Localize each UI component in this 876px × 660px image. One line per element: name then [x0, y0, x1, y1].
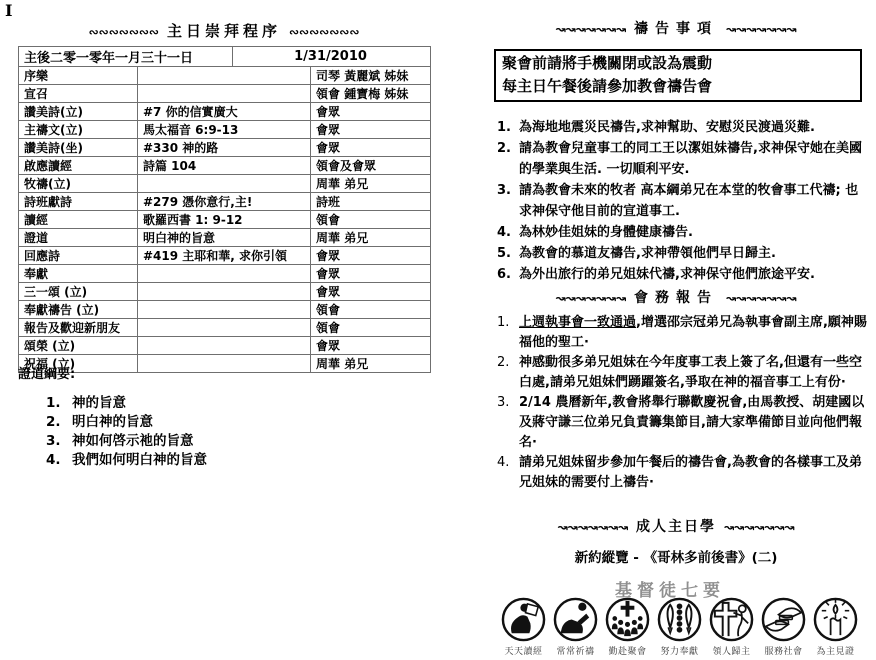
icon-caption: 勤赴聚會 [608, 647, 647, 657]
congregation-cross-icon [604, 596, 651, 643]
plain-text: 神感動很多弟兄姐妹在今年度事工表上簽了名,但還有一些空白處,請弟兄姐妹們踴躍簽名,爭取在神的福音事工上有份· [519, 355, 862, 390]
list-number: 4. [46, 452, 61, 468]
order-content [138, 355, 311, 373]
plain-text: 請弟兄姐妹留步參加午餐后的禱告會,為教會的各樣事工及弟兄姐妹的需要付上禱告· [519, 455, 862, 490]
order-who: 周華 弟兄 [311, 229, 431, 247]
list-item [497, 353, 873, 393]
order-item: 三一頌 (立) [19, 283, 138, 301]
list-item [497, 453, 873, 493]
ornament-left-icon: ↝↝↝↝↝↝↝ [557, 520, 628, 534]
ornament-left-icon: ∾∾∾∾∾∾∾ [88, 25, 159, 39]
date-chinese: 主後二零一零年一月三十一日 [19, 47, 233, 67]
order-who: 會眾 [311, 139, 431, 157]
order-item: 祝福 (立) [19, 355, 138, 373]
list-number: 3. [497, 183, 511, 198]
icon-caption: 領人歸主 [712, 647, 751, 657]
order-item: 奉獻 [19, 265, 138, 283]
seven-essentials-title: 基督徒七要 [615, 581, 725, 601]
list-number: 4. [497, 225, 511, 240]
table-row [19, 157, 431, 175]
icon-caption: 服務社會 [764, 647, 803, 657]
prayer-items-header [480, 18, 872, 38]
list-item [46, 432, 406, 451]
worship-order-title: 主日崇拜程序 [166, 22, 281, 40]
list-item [497, 138, 871, 180]
order-who: 領會 [311, 301, 431, 319]
icon-caption: 常常祈禱 [556, 647, 595, 657]
list-text: 我們如何明白神的旨意 [72, 452, 207, 468]
table-row [19, 121, 431, 139]
table-row [19, 319, 431, 337]
order-content [138, 85, 311, 103]
order-who: 領會 鍾寶梅 姊妹 [311, 85, 431, 103]
list-number: 1. [497, 120, 511, 135]
table-row [19, 85, 431, 103]
plain-text: ,增選邵宗冠弟兄為執事會副主席,願神賜福他的聖工· [519, 315, 867, 350]
order-item: 回應詩 [19, 247, 138, 265]
notice-line: 每主日午餐後請參加教會禱告會 [502, 77, 713, 95]
list-text: 為林妙佳姐妹的身體健康禱告. [519, 225, 693, 240]
order-content: #330 神的路 [138, 139, 311, 157]
table-row [19, 283, 431, 301]
order-content [138, 175, 311, 193]
order-content: 馬太福音 6:9-13 [138, 121, 311, 139]
report-title: 會務報告 [634, 290, 718, 306]
pray-kneeling-icon [552, 596, 599, 643]
list-item [46, 413, 406, 432]
list-text: 為教會的慕道友禱告,求神帶領他們早日歸主. [519, 246, 776, 261]
order-item: 讚美詩(坐) [19, 139, 138, 157]
order-content [138, 67, 311, 85]
order-item: 主禱文(立) [19, 121, 138, 139]
icon-block [656, 596, 703, 657]
order-who: 詩班 [311, 193, 431, 211]
list-number: 3. [497, 395, 510, 410]
order-item: 頌榮 (立) [19, 337, 138, 355]
list-number: 2. [497, 141, 511, 156]
table-row [19, 301, 431, 319]
list-item [497, 393, 873, 453]
order-content: #419 主耶和華, 求你引領 [138, 247, 311, 265]
order-content [138, 265, 311, 283]
icon-block [708, 596, 755, 657]
list-text: 請為教會未來的牧者 高本綱弟兄在本堂的牧會事工代禱; 也求神保守他目前的宣道事工. [519, 183, 859, 219]
list-number: 3. [46, 433, 61, 449]
list-text: 請為教會兒童事工的同工王以潔姐妹禱告,求神保守她在美國的學業與生活. 一切順利平安. [519, 141, 862, 177]
order-who: 會眾 [311, 103, 431, 121]
prayer-items-title: 禱告事項 [634, 21, 718, 37]
table-row-date [19, 47, 431, 67]
notice-line: 聚會前請將手機關閉或設為震動 [502, 54, 713, 72]
ornament-right-icon: ↝↝↝↝↝↝↝ [726, 22, 797, 36]
order-content: #279 憑你意行,主! [138, 193, 311, 211]
order-item: 序樂 [19, 67, 138, 85]
candle-witness-icon [812, 596, 859, 643]
sermon-outline-list [46, 394, 406, 470]
worship-order-table [18, 46, 431, 373]
sermon-outline-heading: 證道綱要: [18, 367, 76, 382]
list-text: 明白神的旨意 [72, 414, 153, 430]
icon-caption: 努力奉獻 [660, 647, 699, 657]
order-content: 明白神的旨意 [138, 229, 311, 247]
order-content [138, 301, 311, 319]
table-row [19, 355, 431, 373]
table-row [19, 247, 431, 265]
icon-block [552, 596, 599, 657]
list-text [519, 453, 873, 493]
list-item [46, 451, 406, 470]
icon-block [604, 596, 651, 657]
notice-box [494, 49, 862, 102]
order-content [138, 283, 311, 301]
order-content: #7 你的信實廣大 [138, 103, 311, 121]
order-content [138, 319, 311, 337]
table-row [19, 193, 431, 211]
prayer-list [497, 117, 871, 285]
list-number: 1. [46, 395, 61, 411]
table-row [19, 265, 431, 283]
list-number: 1. [497, 315, 510, 330]
order-item: 讀經 [19, 211, 138, 229]
table-row [19, 337, 431, 355]
text-cursor: I [5, 1, 13, 20]
read-bible-icon [500, 596, 547, 643]
icon-block [760, 596, 807, 657]
icon-caption: 為主見證 [816, 647, 855, 657]
serving-hands-icon [760, 596, 807, 643]
order-content [138, 337, 311, 355]
order-item: 宣召 [19, 85, 138, 103]
date-numeric: 1/31/2010 [233, 47, 431, 67]
order-who: 領會 [311, 319, 431, 337]
list-number: 5. [497, 246, 511, 261]
table-row [19, 139, 431, 157]
table-row [19, 211, 431, 229]
list-number: 2. [46, 414, 61, 430]
icon-block [812, 596, 859, 657]
list-text [519, 393, 873, 453]
order-who: 會眾 [311, 283, 431, 301]
list-item [497, 117, 871, 138]
order-who: 會眾 [311, 247, 431, 265]
lead-to-cross-icon [708, 596, 755, 643]
table-row [19, 103, 431, 121]
order-who: 司琴 黃麗斌 姊妹 [311, 67, 431, 85]
list-number: 4. [497, 455, 510, 470]
order-item: 詩班獻詩 [19, 193, 138, 211]
sunday-school-subtitle: 新約縱覽 - 《哥林多前後書》(二) [574, 550, 778, 566]
underlined-text: 上週執事會一致通過 [519, 315, 637, 330]
table-row [19, 175, 431, 193]
seven-essentials-icons [500, 596, 864, 657]
order-who: 領會 [311, 211, 431, 229]
order-content: 歌羅西書 1: 9-12 [138, 211, 311, 229]
order-item: 啟應讀經 [19, 157, 138, 175]
order-item: 讚美詩(立) [19, 103, 138, 121]
ornament-left-icon: ↝↝↝↝↝↝↝ [555, 291, 626, 305]
icon-caption: 天天讀經 [504, 647, 543, 657]
list-item [497, 222, 871, 243]
list-item [497, 243, 871, 264]
order-who: 會眾 [311, 121, 431, 139]
ornament-right-icon: ↝↝↝↝↝↝↝ [726, 291, 797, 305]
table-row [19, 67, 431, 85]
order-content: 詩篇 104 [138, 157, 311, 175]
list-text [519, 313, 873, 353]
order-who: 會眾 [311, 337, 431, 355]
list-text: 為海地地震災民禱告,求神幫助、安慰災民渡過災難. [519, 120, 815, 135]
ornament-right-icon: ↝↝↝↝↝↝↝ [724, 520, 795, 534]
list-item [46, 394, 406, 413]
icon-block [500, 596, 547, 657]
plain-text: 2/14 農曆新年,教會將舉行聯歡慶祝會,由馬教授、胡建國以及蔣守謙三位弟兄負責籌集節目,請大家準備節目並向他們報名· [519, 395, 865, 450]
report-header [480, 287, 872, 307]
list-item [497, 264, 871, 285]
order-item: 牧禱(立) [19, 175, 138, 193]
sunday-school-title: 成人主日學 [636, 519, 716, 535]
fish-offering-icon [656, 596, 703, 643]
list-number: 2. [497, 355, 510, 370]
ornament-right-icon: ∾∾∾∾∾∾∾ [289, 25, 360, 39]
worship-order-header [18, 20, 430, 41]
list-text: 神如何啓示祂的旨意 [72, 433, 194, 449]
list-text: 為外出旅行的弟兄姐妹代禱,求神保守他們旅途平安. [519, 267, 815, 282]
order-item: 證道 [19, 229, 138, 247]
list-item [497, 313, 873, 353]
list-item [497, 180, 871, 222]
list-number: 6. [497, 267, 511, 282]
order-who: 周華 弟兄 [311, 175, 431, 193]
report-list [497, 313, 873, 493]
ornament-left-icon: ↝↝↝↝↝↝↝ [555, 22, 626, 36]
list-text: 神的旨意 [72, 395, 126, 411]
order-item: 報告及歡迎新朋友 [19, 319, 138, 337]
sunday-school-header [480, 516, 872, 536]
order-item: 奉獻禱告 (立) [19, 301, 138, 319]
order-who: 會眾 [311, 265, 431, 283]
list-text [519, 353, 873, 393]
order-who: 領會及會眾 [311, 157, 431, 175]
order-who: 周華 弟兄 [311, 355, 431, 373]
table-row [19, 229, 431, 247]
